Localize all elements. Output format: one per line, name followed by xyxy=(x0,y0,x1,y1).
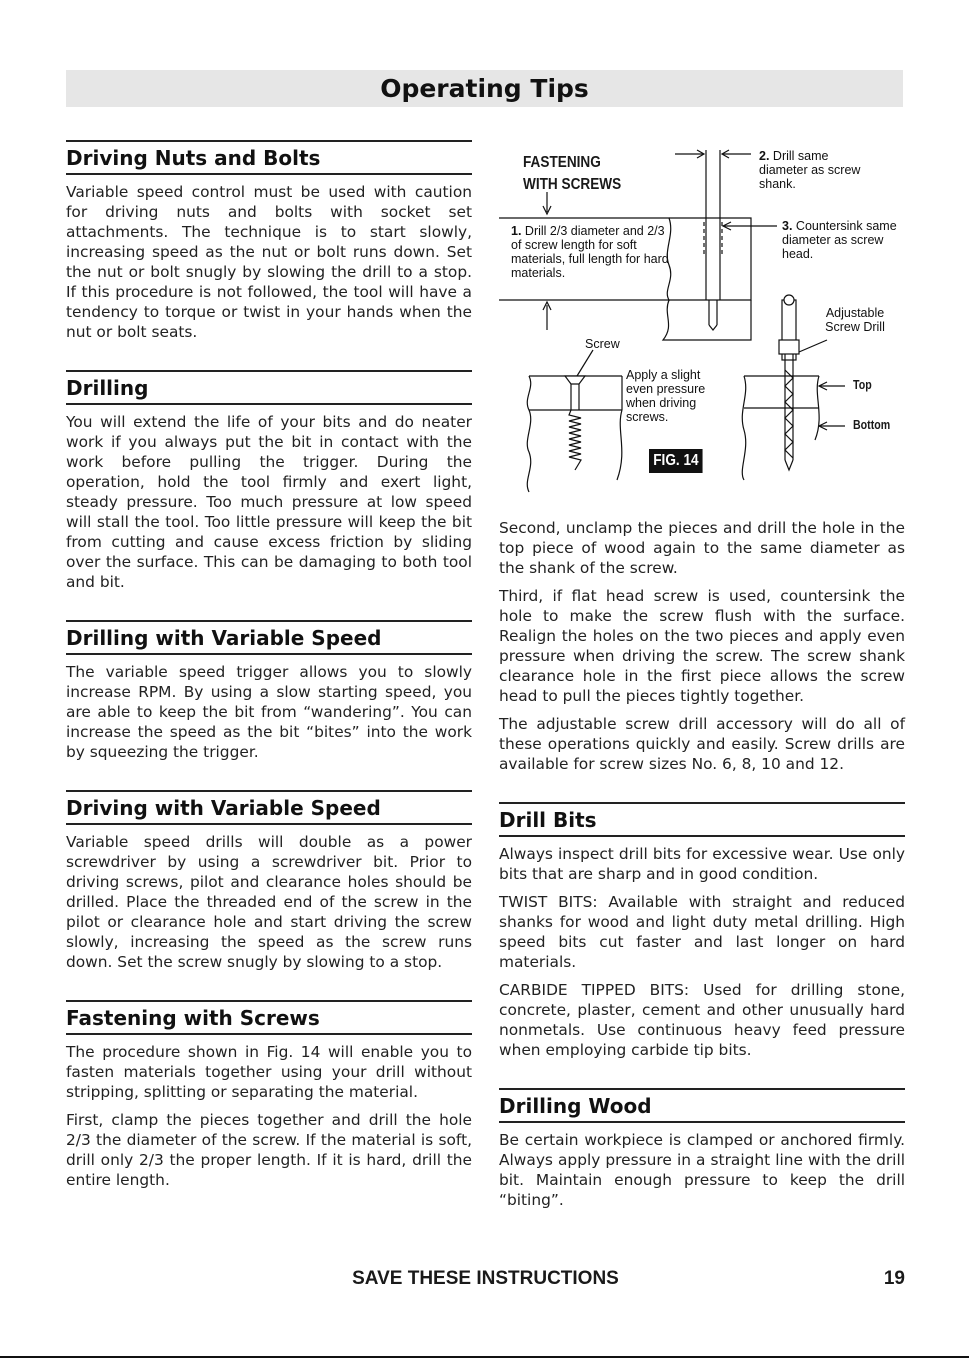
paragraph: Always inspect drill bits for excessive wear. Use only bits that are sharp and in good condition. xyxy=(499,845,905,883)
paragraph: Third, if flat head screw is used, countersink the hole to make the screw flush with the surface. Realign the holes on the two pieces and apply even pressure when driving the screw. The screw shank clearance hole in the first piece allows the screw head to pull the pieces tightly together. xyxy=(499,587,905,705)
section-drilling xyxy=(66,370,472,592)
step1-number: 1. xyxy=(511,224,522,238)
section-drilling-variable-speed xyxy=(66,620,472,762)
title-bar xyxy=(66,70,903,107)
figure-title-line2: WITH SCREWS xyxy=(523,176,622,193)
section-heading-rule xyxy=(66,1000,472,1035)
screw-thread xyxy=(569,410,581,470)
screw-head xyxy=(565,376,585,384)
paragraph: The procedure shown in Fig. 14 will enable you to fasten materials together using your drill without stripping, splitting or separating the material. xyxy=(66,1043,472,1101)
paragraph: The variable speed trigger allows you to slowly increase RPM. By using a slow starting speed, you are able to keep the bit from “wandering”. You can increase the speed as the bit “bites” into the work by squeezing the trigger. xyxy=(66,663,472,761)
paragraph: TWIST BITS: Available with straight and reduced shanks for wood and light duty metal drilling. High speed bits cut faster and last longer on hard materials. xyxy=(499,893,905,971)
step3-text: Countersink same diameter as screw head. xyxy=(782,219,897,261)
section-heading-rule xyxy=(66,370,472,405)
step1-text: Drill 2/3 diameter and 2/3 of screw length for soft materials, full length for hard materials. xyxy=(511,224,669,280)
figure-number: FIG. 14 xyxy=(649,449,703,473)
figure-fastening-with-screws xyxy=(499,140,905,498)
section-heading: Drilling with Variable Speed xyxy=(66,626,382,650)
drill-top xyxy=(784,295,794,305)
save-instructions: SAVE THESE INSTRUCTIONS xyxy=(352,1268,619,1289)
left-board-right-edge xyxy=(617,410,622,480)
section-drill-bits xyxy=(499,802,905,1060)
section-driving-variable-speed xyxy=(66,790,472,972)
bottom-label: Bottom xyxy=(853,418,891,432)
section-heading-rule xyxy=(499,1088,905,1123)
screw-label: Screw xyxy=(585,337,620,351)
section-heading: Fastening with Screws xyxy=(66,1006,320,1030)
section-heading-rule xyxy=(66,790,472,825)
right-column xyxy=(499,140,905,1238)
paragraph: The adjustable screw drill accessory will do all of these operations quickly and easily. Screw drills are available for screw sizes No. 6, 8, 10 and 12. xyxy=(499,715,905,773)
section-heading: Drilling Wood xyxy=(499,1094,652,1118)
step3-callout xyxy=(782,219,900,261)
left-board-edge xyxy=(527,376,530,492)
paragraph: Variable speed drills will double as a power screwdriver by using a screwdriver bit. Prior to driving screws, pilot and clearance holes should be drilled. Place the threaded end of the screw in the pilot or clearance hole and start driving the screw slowly, increasing the speed as the screw runs down. Set the screw snugly by slowing to a stop. xyxy=(66,833,472,971)
right-board-edge xyxy=(742,376,745,480)
step2-text: Drill same diameter as screw shank. xyxy=(759,149,861,191)
pressure-label: Apply a slight even pressure when driving screws. xyxy=(626,368,706,424)
paragraph: Second, unclamp the pieces and drill the hole in the top piece of wood again to the same diameter as the shank of the screw. xyxy=(499,519,905,577)
screw-leader xyxy=(577,350,593,376)
section-heading: Drill Bits xyxy=(499,808,597,832)
lower-board xyxy=(663,300,751,340)
section-heading: Driving with Variable Speed xyxy=(66,796,381,820)
fastening-continued xyxy=(499,518,905,774)
step2-number: 2. xyxy=(759,149,770,163)
section-driving-nuts-bolts xyxy=(66,140,472,342)
step2-callout xyxy=(759,149,879,191)
step3-number: 3. xyxy=(782,219,793,233)
section-heading-rule xyxy=(66,620,472,655)
footer xyxy=(66,1268,905,1294)
drill-collar xyxy=(779,340,799,354)
figure-title-line1: FASTENING xyxy=(523,154,601,171)
step1-callout xyxy=(511,224,671,280)
section-heading-rule xyxy=(499,802,905,837)
section-heading: Driving Nuts and Bolts xyxy=(66,146,321,170)
pilot-tip xyxy=(709,325,717,330)
section-drilling-wood xyxy=(499,1088,905,1210)
section-heading: Drilling xyxy=(66,376,149,400)
drill-flutes xyxy=(785,370,793,458)
paragraph: Variable speed control must be used with caution for driving nuts and bolts with socket set attachments. The technique is to start slowly, increasing speed as the nut or bolt runs down. Set the nut or bolt snugly by slowing the drill to a stop. If this procedure is not followed, the tool will have a tendency to torque or twist in your hands when the nut or bolt seats. xyxy=(66,183,472,341)
top-board-right xyxy=(669,218,751,300)
page-number: 19 xyxy=(883,1268,905,1289)
page-title: Operating Tips xyxy=(380,74,589,103)
section-heading-rule xyxy=(66,140,472,175)
left-column xyxy=(66,140,472,1218)
paragraph: Be certain workpiece is clamped or anchored firmly. Always apply pressure in a straight line with the drill bit. Maintain enough pressure to keep the drill “biting”. xyxy=(499,1131,905,1209)
adjustable-screw-drill-label: Adjustable Screw Drill xyxy=(825,306,885,334)
top-label: Top xyxy=(853,378,872,392)
paragraph: First, clamp the pieces together and drill the hole 2/3 the diameter of the screw. If the material is soft, drill only 2/3 the proper length. If it is hard, drill the entire length. xyxy=(66,1111,472,1189)
paragraph: CARBIDE TIPPED BITS: Used for drilling stone, concrete, plaster, cement and other unusually hard nonmetals. Use continuous heavy feed pressure when employing carbide tip bits. xyxy=(499,981,905,1059)
section-fastening-screws xyxy=(66,1000,472,1190)
paragraph: You will extend the life of your bits and do neater work if you always put the bit in contact with the work before pulling the trigger. During the operation, hold the tool firmly and exert light, steady pressure. Too much pressure at low speed will stall the tool. Too little pressure will keep the bit from cutting and cause excess friction by sliding over the surface. This can be damaging to both tool and bit. xyxy=(66,413,472,591)
figure-title xyxy=(523,152,621,196)
adjustable-leader xyxy=(799,340,827,352)
